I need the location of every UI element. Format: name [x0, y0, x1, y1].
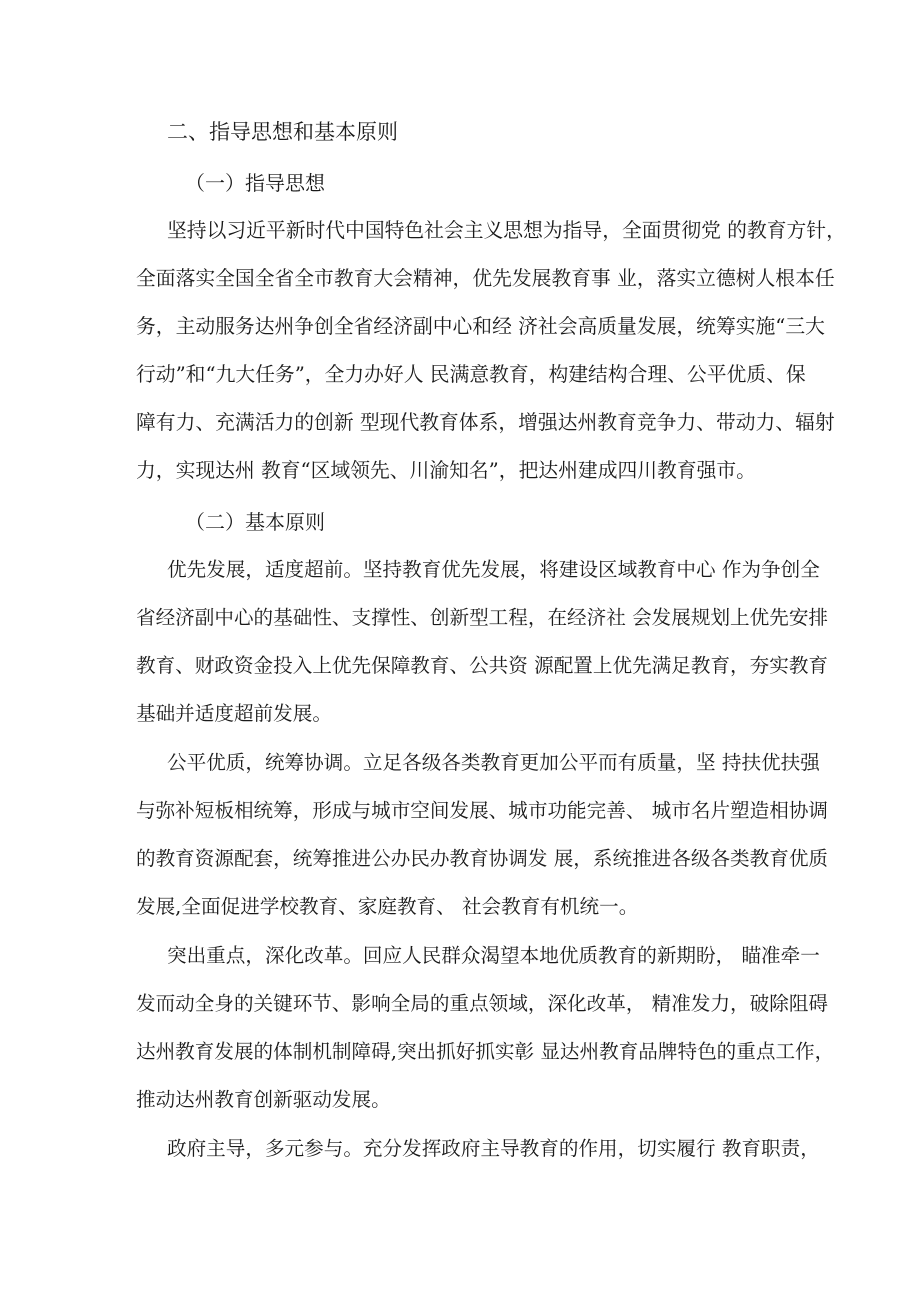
text-line: 与弥补短板相统筹，形成与城市空间发展、城市功能完善、 城市名片塑造相协调 [136, 799, 829, 822]
text-line: 公平优质，统筹协调。立足各级各类教育更加公平而有质量，坚 持扶优扶强 [167, 751, 820, 774]
text-line: 政府主导，多元参与。充分发挥政府主导教育的作用，切实履行 教育职责， [167, 1137, 820, 1160]
text-line: 务，主动服务达州争创全省经济副中心和经 济社会高质量发展，统筹实施“三大 [136, 315, 825, 338]
text-line: 行动”和“九大任务”，全力办好人 民满意教育，构建结构合理、公平优质、保 [136, 363, 806, 386]
text-line: 发而动全身的关键环节、影响全局的重点领域，深化改革， 精准发力，破除阻碍 [136, 992, 829, 1015]
text-line: 省经济副中心的基础性、支撑性、创新型工程，在经济社 会发展规划上优先安排 [136, 606, 829, 629]
text-line: 障有力、充满活力的创新 型现代教育体系，增强达州教育竞争力、带动力、辐射 [136, 411, 835, 434]
text-line: 教育、财政资金投入上优先保障教育、公共资 源配置上优先满足教育，夯实教育 [136, 654, 829, 677]
text-line: 基础并适度超前发展。 [136, 702, 332, 725]
text-line: 推动达州教育创新驱动发展。 [136, 1088, 391, 1111]
subsection-heading-basic-principles: （二）基本原则 [185, 510, 325, 534]
text-line: 坚持以习近平新时代中国特色社会主义思想为指导，全面贯彻党 的教育方针， [167, 219, 846, 242]
text-line: 的教育资源配套，统筹推进公办民办教育协调发 展，系统推进各级各类教育优质 [136, 847, 829, 870]
text-line: 力，实现达州 教育“区域领先、川渝知名”，把达州建成四川教育强市。 [136, 459, 756, 482]
text-line: 达州教育发展的体制机制障碍,突出抓好抓实彰 显达州教育品牌特色的重点工作， [136, 1040, 835, 1063]
text-line: 全面落实全国全省全市教育大会精神，优先发展教育事 业，落实立德树人根本任 [136, 267, 835, 290]
text-line: 发展,全面促进学校教育、家庭教育、 社会教育有机统一。 [136, 895, 639, 918]
text-line: 突出重点，深化改革。回应人民群众渴望本地优质教育的新期盼， 瞄准牵一 [167, 944, 820, 967]
subsection-heading-guiding-ideology: （一）指导思想 [185, 171, 325, 195]
text-line: 优先发展，适度超前。坚持教育优先发展，将建设区域教育中心 作为争创全 [167, 558, 820, 581]
section-heading: 二、指导思想和基本原则 [167, 120, 398, 144]
